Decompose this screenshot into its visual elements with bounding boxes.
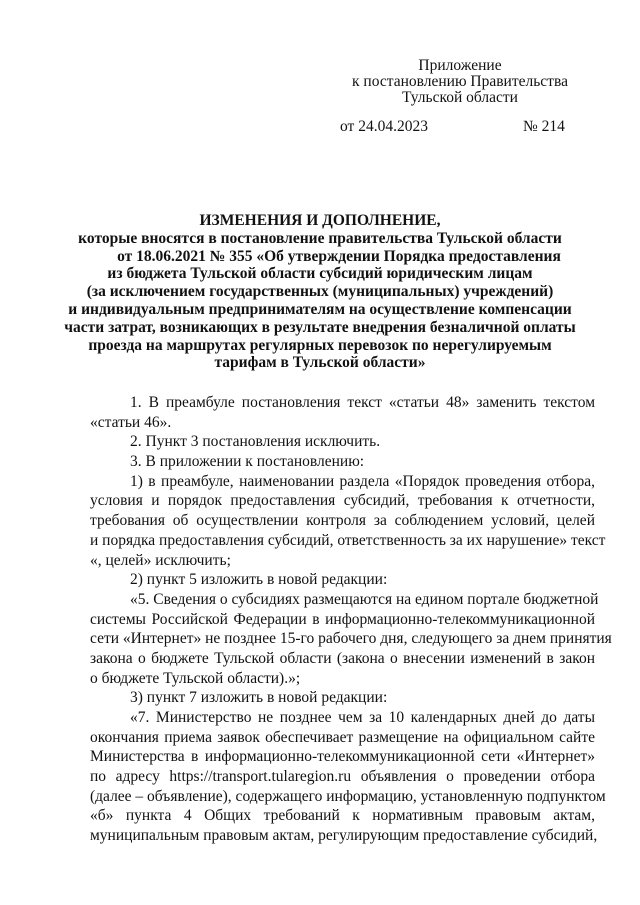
- title-line: из бюджета Тульской области субсидий юридическим лицам: [107, 265, 533, 283]
- body-line: 3) пункт 7 изложить в новой редакции:: [130, 689, 388, 707]
- body-line: 3. В приложении к постановлению:: [130, 453, 365, 471]
- body-line: сети «Интернет» не позднее 15-го рабочего дня, следующего за днем принятия: [90, 630, 612, 648]
- body-line: 2) пункт 5 изложить в новой редакции:: [130, 571, 388, 589]
- body-line: 1. В преамбуле постановления текст «статьи 48» заменить текстом: [130, 394, 595, 411]
- title-line: которые вносятся в постановление правительства Тульской области: [78, 229, 562, 247]
- title-line: части затрат, возникающих в результате внедрения безналичной оплаты: [64, 318, 576, 336]
- body-line: «б» пункта 4 Общих требований к нормативным правовым актам,: [90, 807, 595, 825]
- appendix-line-2: к постановлению Правительства: [352, 73, 568, 90]
- body-line: 1) в преамбуле, наименовании раздела «Порядок проведения отбора,: [130, 472, 595, 490]
- body-line: окончания приема заявок обеспечивает размещение на официальном сайте: [90, 728, 595, 746]
- body-line: по адресу https://transport.tularegion.ru объявления о проведении отбора: [90, 768, 595, 786]
- title-line: проезда на маршрутах регулярных перевозок по нерегулируемым: [88, 336, 552, 354]
- title-line: ИЗМЕНЕНИЯ И ДОПОЛНЕНИЕ,: [199, 212, 441, 229]
- body-line: о бюджете Тульской области).»;: [90, 669, 301, 687]
- document-title: [60, 212, 580, 372]
- title-line: и индивидуальным предпринимателям на осуществление компенсации: [68, 300, 572, 318]
- document-number: № 214: [523, 118, 565, 135]
- body-line: «, целей» исключить;: [90, 551, 231, 569]
- body-line: системы Российской Федерации в информационно-телекоммуникационной: [90, 610, 595, 628]
- body-line: 2. Пункт 3 постановления исключить.: [130, 433, 381, 451]
- body-line: и порядка предоставления субсидий, ответственность за их нарушение» текст: [90, 531, 606, 549]
- body-line: требования об осуществлении контроля за соблюдением условий, целей: [90, 512, 595, 530]
- body-line: закона о бюджете Тульской области (закона о внесении изменений в закон: [90, 649, 595, 667]
- body-line: муниципальным правовым актам, регулирующим предоставление субсидий,: [90, 827, 598, 845]
- title-line: тарифам в Тульской области»: [214, 354, 426, 372]
- document-date: от 24.04.2023: [340, 118, 428, 135]
- title-line: от 18.06.2021 № 355 «Об утверждении Порядка предоставления: [117, 247, 561, 265]
- document-body: [90, 393, 612, 846]
- body-line: «статьи 46».: [90, 413, 172, 431]
- body-line: «7. Министерство не позднее чем за 10 календарных дней до даты: [130, 709, 595, 726]
- title-line: (за исключением государственных (муниципальных) учреждений): [86, 283, 554, 301]
- appendix-header: [340, 58, 580, 106]
- appendix-line-3: Тульской области: [402, 89, 518, 106]
- body-line: «5. Сведения о субсидиях размещаются на едином портале бюджетной: [130, 590, 599, 608]
- body-line: Министерства в информационно-телекоммуникационной сети «Интернет»: [90, 748, 595, 766]
- body-line: (далее – объявление), содержащего информацию, установленную подпунктом: [90, 787, 606, 805]
- appendix-line-1: Приложение: [418, 57, 502, 74]
- body-line: условия и порядок предоставления субсидий, требования к отчетности,: [90, 492, 595, 510]
